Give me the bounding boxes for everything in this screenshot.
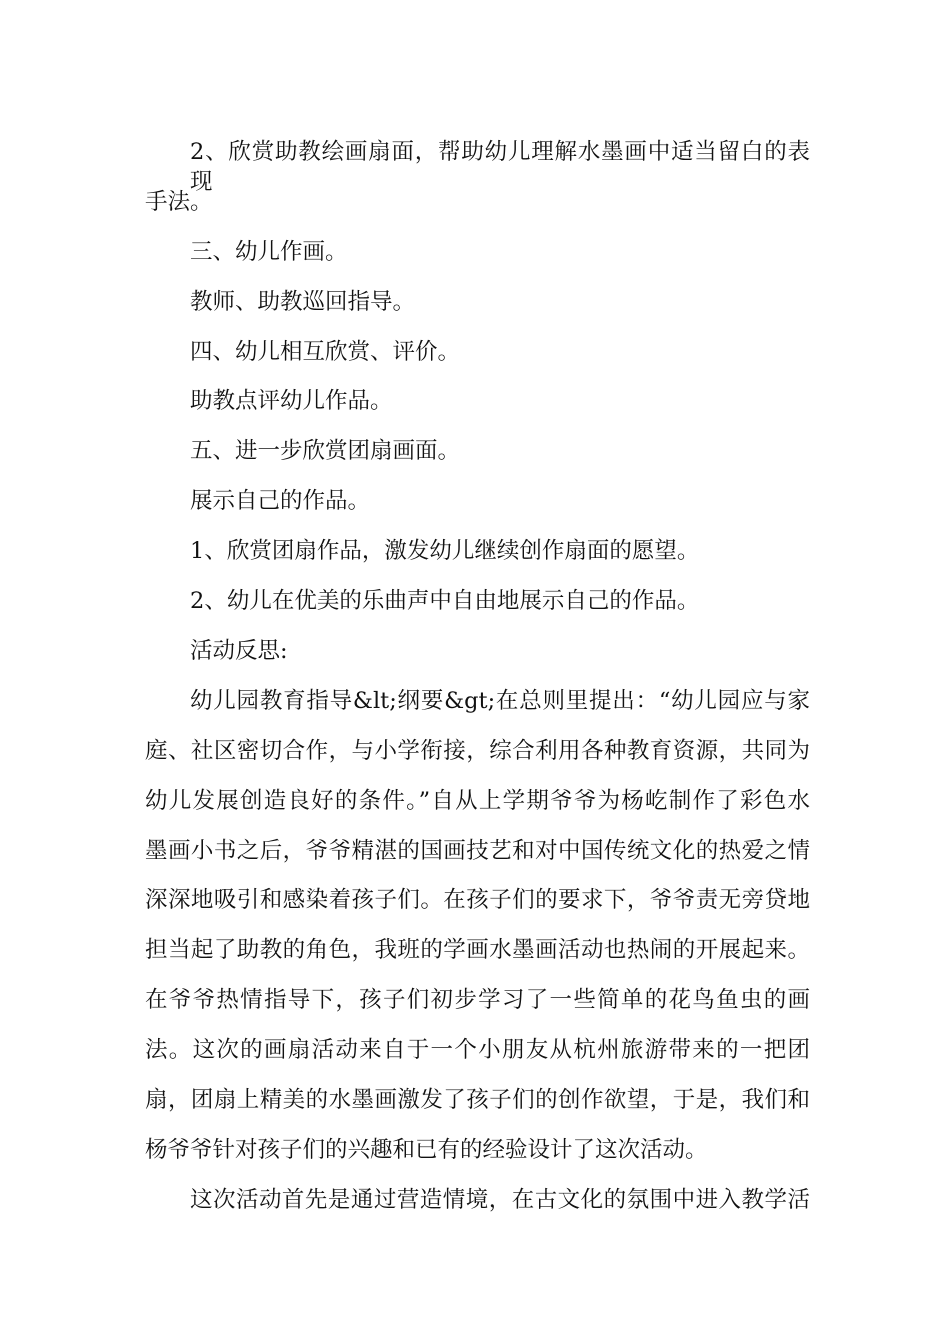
text-line-16: 深深地吸引和感染着孩子们。在孩子们的要求下，爷爷责无旁贷地 [145,887,810,913]
text-line-10: 2、幼儿在优美的乐曲声中自由地展示自己的作品。 [190,588,700,614]
text-line-21: 杨爷爷针对孩子们的兴趣和已有的经验设计了这次活动。 [145,1137,708,1163]
text-line-14: 幼儿发展创造良好的条件。”自从上学期爷爷为杨屹制作了彩色水 [145,788,810,814]
text-line-19: 法。这次的画扇活动来自于一个小朋友从杭州旅游带来的一把团 [145,1037,810,1063]
text-line-8: 展示自己的作品。 [190,488,371,514]
text-line-12: 幼儿园教育指导&lt;纲要&gt;在总则里提出：“幼儿园应与家 [190,688,810,714]
text-line-9: 1、欣赏团扇作品，激发幼儿继续创作扇面的愿望。 [190,538,700,564]
heading-step-5: 五、进一步欣赏团扇画面。 [190,438,461,464]
text-line-6: 助教点评幼儿作品。 [190,388,393,414]
heading-step-3: 三、幼儿作画。 [190,239,348,265]
text-line-22: 这次活动首先是通过营造情境，在古文化的氛围中进入教学活 [190,1187,810,1213]
text-line-1: 2、欣赏助教绘画扇面，帮助幼儿理解水墨画中适当留白的表现 [190,139,810,195]
text-line-17: 担当起了助教的角色，我班的学画水墨画活动也热闹的开展起来。 [145,937,810,963]
text-line-2: 手法。 [145,189,213,215]
text-line-13: 庭、社区密切合作，与小学衔接，综合利用各种教育资源，共同为 [145,738,810,764]
text-line-20: 扇，团扇上精美的水墨画激发了孩子们的创作欲望，于是，我们和 [145,1087,810,1113]
heading-step-4: 四、幼儿相互欣赏、评价。 [190,339,461,365]
text-line-18: 在爷爷热情指导下，孩子们初步学习了一些简单的花鸟鱼虫的画 [145,987,810,1013]
text-line-4: 教师、助教巡回指导。 [190,289,416,315]
text-line-15: 墨画小书之后，爷爷精湛的国画技艺和对中国传统文化的热爱之情 [145,838,810,864]
heading-reflection: 活动反思: [190,638,288,664]
